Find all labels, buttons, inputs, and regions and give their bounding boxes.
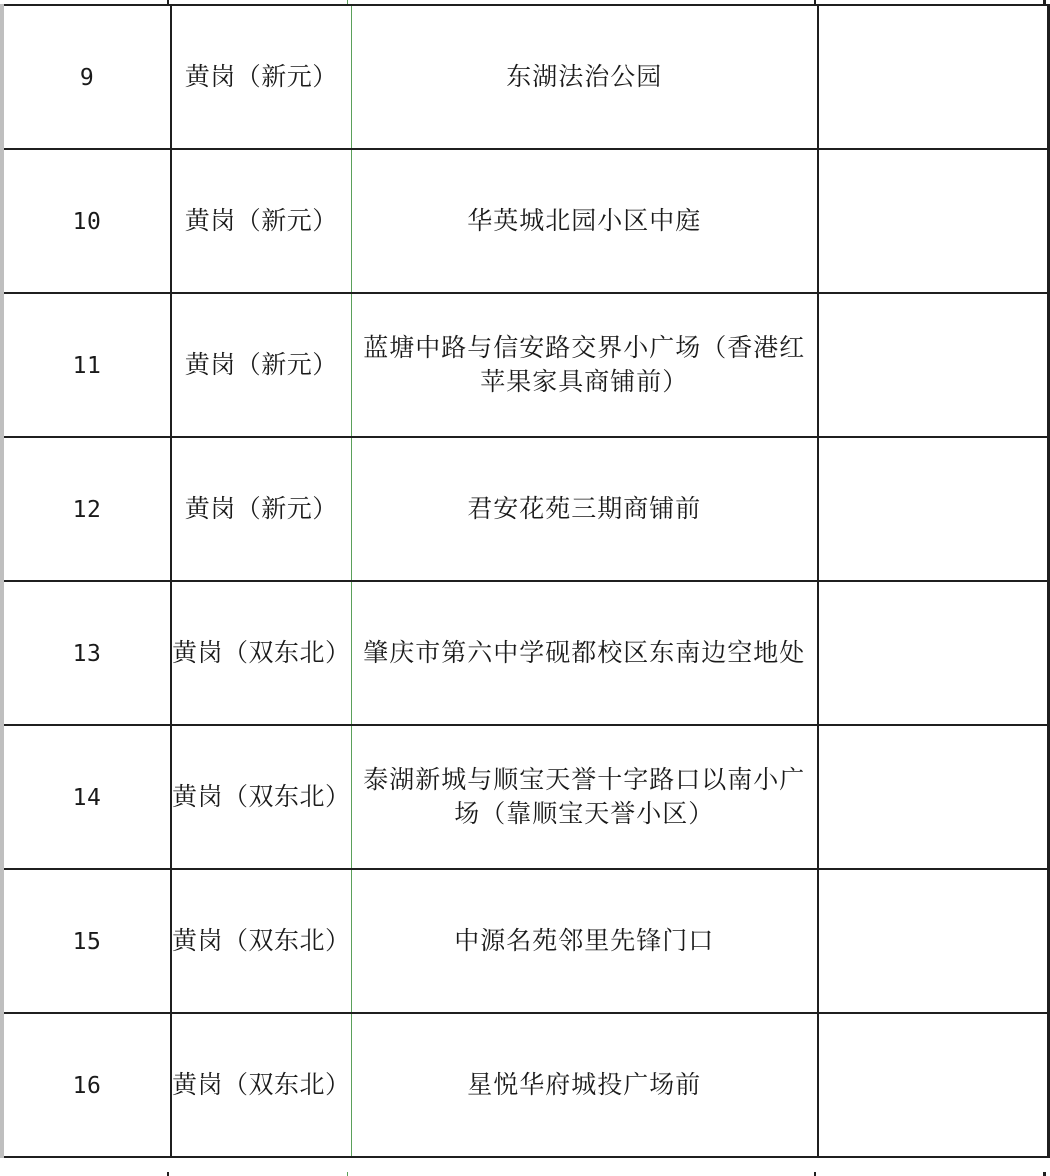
site-text: 蓝塘中路与信安路交界小广场（香港红苹果家具商铺前）	[363, 333, 806, 396]
area-cell[interactable]	[171, 581, 351, 725]
row-number: 9	[79, 64, 95, 91]
site-text: 君安花苑三期商铺前	[467, 494, 702, 523]
area-text: 黄岗（双东北）	[172, 782, 351, 811]
area-text: 黄岗（双东北）	[172, 638, 351, 667]
row-number-cell[interactable]	[2, 581, 171, 725]
empty-cell[interactable]	[818, 725, 1048, 869]
row-number: 15	[72, 928, 102, 955]
table-row	[2, 149, 1048, 293]
site-text: 星悦华府城投广场前	[467, 1070, 702, 1099]
row-number-cell[interactable]	[2, 5, 171, 149]
site-cell[interactable]	[351, 5, 818, 149]
empty-cell[interactable]	[818, 869, 1048, 1013]
table-row	[2, 869, 1048, 1013]
table-row	[2, 581, 1048, 725]
area-cell[interactable]	[171, 437, 351, 581]
site-text: 东湖法治公园	[506, 62, 663, 91]
row-number: 14	[72, 784, 102, 811]
table-row	[2, 5, 1048, 149]
empty-cell[interactable]	[818, 1013, 1048, 1157]
site-cell[interactable]	[351, 869, 818, 1013]
area-text: 黄岗（新元）	[184, 206, 338, 235]
site-cell[interactable]	[351, 293, 818, 437]
table-row	[2, 725, 1048, 869]
site-cell[interactable]	[351, 581, 818, 725]
row-number-cell[interactable]	[2, 293, 171, 437]
site-text: 中源名苑邻里先锋门口	[454, 926, 715, 955]
row-number: 16	[72, 1072, 102, 1099]
site-cell[interactable]	[351, 1013, 818, 1157]
row-number-cell[interactable]	[2, 869, 171, 1013]
site-table	[0, 4, 1050, 1158]
row-number: 13	[72, 640, 102, 667]
row-number-cell[interactable]	[2, 1013, 171, 1157]
table-row	[2, 293, 1048, 437]
site-text: 肇庆市第六中学砚都校区东南边空地处	[363, 638, 806, 667]
site-text: 华英城北园小区中庭	[467, 206, 702, 235]
site-cell[interactable]	[351, 437, 818, 581]
row-number: 11	[72, 352, 102, 379]
area-cell[interactable]	[171, 5, 351, 149]
area-cell[interactable]	[171, 725, 351, 869]
area-text: 黄岗（新元）	[184, 62, 338, 91]
area-text: 黄岗（新元）	[184, 494, 338, 523]
empty-cell[interactable]	[818, 5, 1048, 149]
area-text: 黄岗（双东北）	[172, 1070, 351, 1099]
empty-cell[interactable]	[818, 581, 1048, 725]
next-row-stub	[0, 1172, 1046, 1176]
area-text: 黄岗（双东北）	[172, 926, 351, 955]
table-row	[2, 1013, 1048, 1157]
site-cell[interactable]	[351, 149, 818, 293]
row-number-cell[interactable]	[2, 149, 171, 293]
empty-cell[interactable]	[818, 293, 1048, 437]
area-text: 黄岗（新元）	[184, 350, 338, 379]
area-cell[interactable]	[171, 293, 351, 437]
empty-cell[interactable]	[818, 149, 1048, 293]
area-cell[interactable]	[171, 149, 351, 293]
area-cell[interactable]	[171, 1013, 351, 1157]
row-number: 10	[72, 208, 102, 235]
area-cell[interactable]	[171, 869, 351, 1013]
site-cell[interactable]	[351, 725, 818, 869]
site-text: 泰湖新城与顺宝天誉十字路口以南小广场（靠顺宝天誉小区）	[363, 765, 806, 828]
row-number-cell[interactable]	[2, 437, 171, 581]
table-row	[2, 437, 1048, 581]
row-number: 12	[72, 496, 102, 523]
row-number-cell[interactable]	[2, 725, 171, 869]
empty-cell[interactable]	[818, 437, 1048, 581]
